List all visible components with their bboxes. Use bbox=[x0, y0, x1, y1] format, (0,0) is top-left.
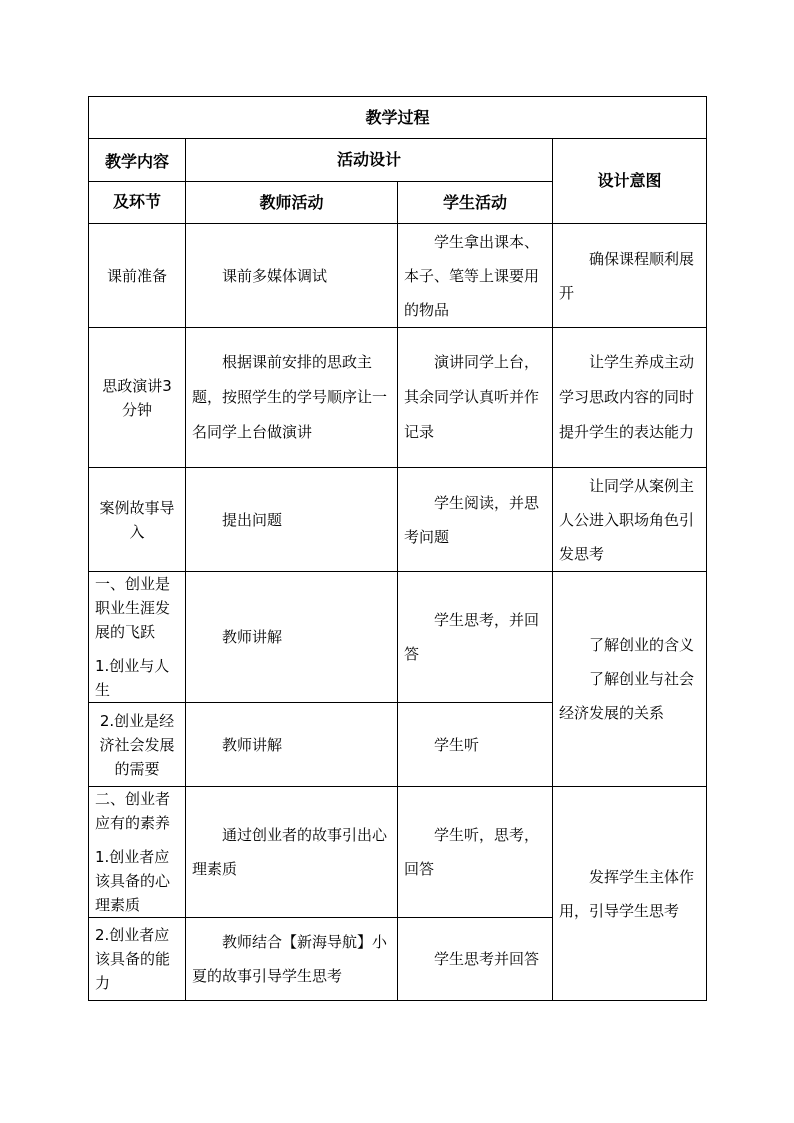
cell-teacher: 提出问题 bbox=[186, 468, 398, 572]
cell-teacher: 教师讲解 bbox=[186, 703, 398, 787]
cell-teacher: 通过创业者的故事引出心理素质 bbox=[186, 787, 398, 918]
table-row bbox=[89, 787, 707, 918]
header-content-2: 及环节 bbox=[89, 182, 186, 224]
header-content: 教学内容 bbox=[89, 139, 186, 182]
cell-teacher: 根据课前安排的思政主题，按照学生的学号顺序让一名同学上台做演讲 bbox=[186, 328, 398, 468]
header-student: 学生活动 bbox=[398, 182, 553, 224]
cell-student: 学生听，思考，回答 bbox=[398, 787, 553, 918]
table-title: 教学过程 bbox=[89, 97, 707, 139]
cell-student: 学生思考并回答 bbox=[398, 918, 553, 1001]
cell-content: 课前准备 bbox=[89, 224, 186, 328]
cell-content: 2.创业者应该具备的能力 bbox=[89, 918, 186, 1001]
cell-teacher: 教师结合【新海导航】小夏的故事引导学生思考 bbox=[186, 918, 398, 1001]
cell-intent: 让同学从案例主人公进入职场角色引发思考 bbox=[553, 468, 707, 572]
table-row bbox=[89, 572, 707, 703]
cell-teacher: 教师讲解 bbox=[186, 572, 398, 703]
sub-heading: 1.创业者应该具备的心理素质 bbox=[95, 848, 171, 914]
cell-content: 案例故事导入 bbox=[89, 468, 186, 572]
table-row bbox=[89, 328, 707, 468]
cell-content bbox=[89, 572, 186, 703]
header-activity: 活动设计 bbox=[186, 139, 553, 182]
cell-intent: 发挥学生主体作用，引导学生思考 bbox=[553, 787, 707, 1001]
sub-heading: 1.创业与人生 bbox=[95, 657, 170, 699]
cell-student: 学生思考，并回答 bbox=[398, 572, 553, 703]
header-teacher: 教师活动 bbox=[186, 182, 398, 224]
cell-teacher: 课前多媒体调试 bbox=[186, 224, 398, 328]
cell-content: 2.创业是经济社会发展的需要 bbox=[89, 703, 186, 787]
section-heading: 一、创业是职业生涯发展的飞跃 bbox=[95, 575, 171, 641]
table-row bbox=[89, 224, 707, 328]
table-row bbox=[89, 468, 707, 572]
cell-student: 学生拿出课本、本子、笔等上课要用的物品 bbox=[398, 224, 553, 328]
cell-intent bbox=[553, 572, 707, 787]
cell-intent: 确保课程顺利展开 bbox=[553, 224, 707, 328]
intent-line-2: 了解创业与社会经济发展的关系 bbox=[559, 670, 695, 722]
cell-student: 演讲同学上台，其余同学认真听并作记录 bbox=[398, 328, 553, 468]
cell-content bbox=[89, 787, 186, 918]
cell-student: 学生阅读，并思考问题 bbox=[398, 468, 553, 572]
section-heading: 二、创业者应有的素养 bbox=[95, 790, 171, 832]
intent-line-1: 了解创业的含义 bbox=[589, 636, 695, 654]
header-intent: 设计意图 bbox=[553, 139, 707, 224]
cell-content: 思政演讲3分钟 bbox=[89, 328, 186, 468]
cell-intent: 让学生养成主动学习思政内容的同时提升学生的表达能力 bbox=[553, 328, 707, 468]
cell-student: 学生听 bbox=[398, 703, 553, 787]
teaching-process-table bbox=[88, 96, 707, 1001]
